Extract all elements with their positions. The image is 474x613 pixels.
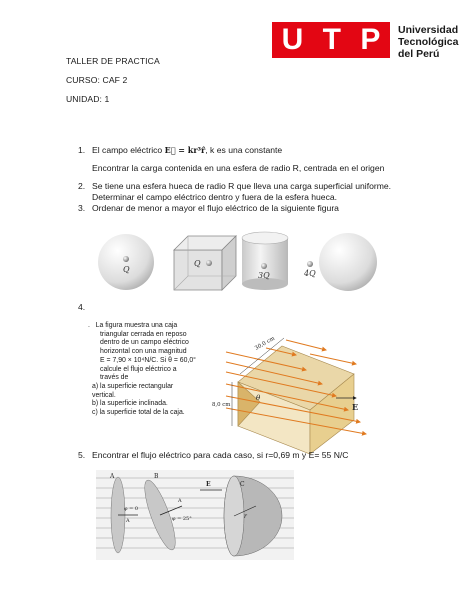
utp-brand-name [398,24,458,60]
cylinder-shape [242,232,288,290]
question-2-number: 2. [78,181,86,191]
height-label: 8,0 cm [212,402,231,408]
item-a-cont: vertical. [92,391,116,399]
statement-line-1: La figura muestra una caja [95,322,178,329]
charge-label-1: Q [123,265,130,274]
statement-line-4: horizontal con una magnitud [100,348,187,356]
vector-b-label: A [178,498,182,504]
case-c-label: C [240,481,245,488]
brand-line-1: Universidad [398,24,459,36]
unidad-label: UNIDAD: 1 [66,94,110,104]
gaussian-surfaces-figure [92,228,382,294]
logo-letter-p: P [360,23,381,56]
cube-shape [174,236,236,290]
question-1-prefix: El campo eléctrico [92,145,165,155]
brand-line-2: Tecnológica [398,36,459,48]
item-c: c) la superficie total de la caja. [92,409,185,417]
question-4-number: 4. [78,302,86,312]
question-3-number: 3. [78,203,86,213]
charge-label-4: 4Q [304,269,316,278]
vector-a-label: A [126,518,130,524]
charge-dot-3 [261,263,267,269]
curso-label: CURSO: CAF 2 [66,75,128,85]
case-a-label: A [110,473,115,480]
e-vector-label: E [206,481,211,488]
phi-a-label: φ = 0 [124,506,139,512]
brand-line-3: del Perú [398,48,440,60]
charge-dot-4 [307,261,313,267]
item-a: a) la superficie rectangular [92,382,174,390]
utp-logo-bar [272,22,390,58]
question-3-text: Ordenar de menor a mayor el flujo eléctrico de la siguiente figura [92,203,339,213]
question-1-line2: Encontrar la carga contenida en una esfera de radio R, centrada en el origen [92,163,385,173]
angle-label: θ [256,394,261,402]
statement-line-2: triangular cerrada en reposo [100,330,187,338]
question-1-formula: E⃗ = kr³r̂ [164,145,206,155]
charge-label-3: 3Q [258,271,270,280]
radius-label: r [244,513,247,520]
sphere-2-shape [319,233,377,291]
question-2-line1: Se tiene una esfera hueca de radio R que lleva una carga superficial uniforme. [92,181,392,191]
triangular-box-figure [212,330,374,440]
charge-dot-1 [123,256,129,262]
case-b-label: B [154,473,159,480]
field-label: E [352,402,359,412]
item-b: b) la superficie inclinada. [92,400,168,408]
statement-line-7: través de [100,374,129,382]
flux-cases-figure [96,470,294,560]
logo-letter-t: T [322,23,341,56]
question-5-number: 5. [78,450,86,460]
length-label: 30,0 cm [254,335,276,352]
question-1-number: 1. [78,145,86,155]
question-2-line2: Determinar el campo eléctrico dentro y fuera de la esfera hueca. [92,192,338,202]
taller-title: TALLER DE PRACTICA [66,56,160,66]
question-4-statement [88,322,224,418]
statement-line-6: calcule el flujo eléctrico a [100,365,177,373]
phi-b-label: φ = 25° [172,516,192,522]
charge-dot-2 [206,260,212,266]
statement-line-3: dentro de un campo eléctrico [100,339,189,347]
question-5-text: Encontrar el flujo eléctrico para cada caso, si r=0,69 m y E= 55 N/C [92,450,349,460]
statement-line-5: E = 7,90 × 10⁴N/C. Si θ = 60,0° [100,356,196,364]
question-1-suffix: , k es una constante [205,145,283,155]
question-4-bullet: . [88,322,90,329]
charge-label-2: Q [194,259,201,268]
logo-letter-u: U [281,23,304,56]
